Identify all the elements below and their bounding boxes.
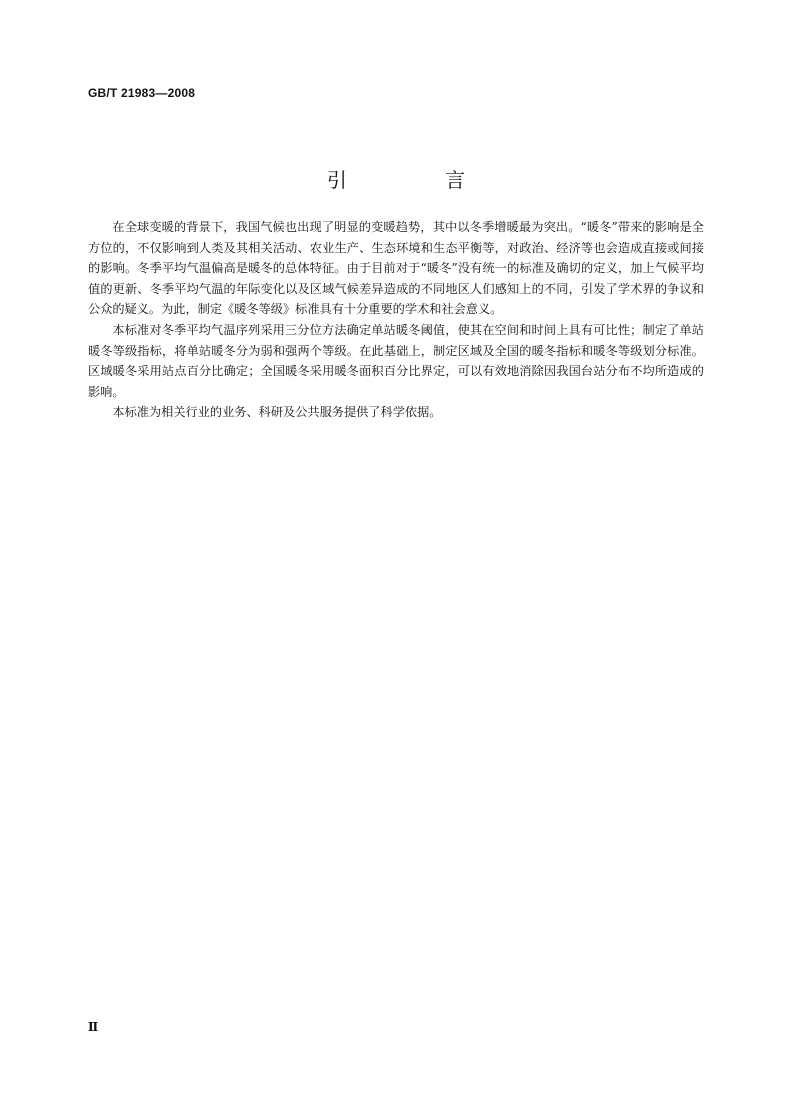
paragraph-1: 在全球变暖的背景下，我国气候也出现了明显的变暖趋势，其中以冬季增暖最为突出。“暖冬”带来的影响是全方位的，不仅影响到人类及其相关活动、农业生产、生态环境和生态平衡等，对政治、经济等也会造成直接或间接的影响。冬季平均气温偏高是暖冬的总体特征。由于目前对于“暖冬”没有统一的标准及确切的定义，加上气候平均值的更新、冬季平均气温的年际变化以及区域气候差异造成的不同地区人们感知上的不同，引发了学术界的争议和公众的疑义。为此，制定《暖冬等级》标准具有十分重要的学术和社会意义。: [88, 220, 704, 317]
standard-code: GB/T 21983—2008: [88, 86, 196, 100]
paragraph-3: 本标准为相关行业的业务、科研及公共服务提供了科学依据。: [112, 405, 442, 420]
paragraph-2: 本标准对冬季平均气温序列采用三分位方法确定单站暖冬阈值，使其在空间和时间上具有可比性；制定了单站暖冬等级指标，将单站暖冬分为弱和强两个等级。在此基础上，制定区域及全国的暖冬指标和暖冬等级划分标准。区域暖冬采用站点百分比确定；全国暖冬采用暖冬面积百分比界定，可以有效地消除因我国台站分布不均所造成的影响。: [88, 322, 704, 399]
introduction-body: [88, 217, 704, 423]
page-number: Ⅱ: [88, 1020, 99, 1034]
page-title: 引 言: [326, 168, 512, 193]
